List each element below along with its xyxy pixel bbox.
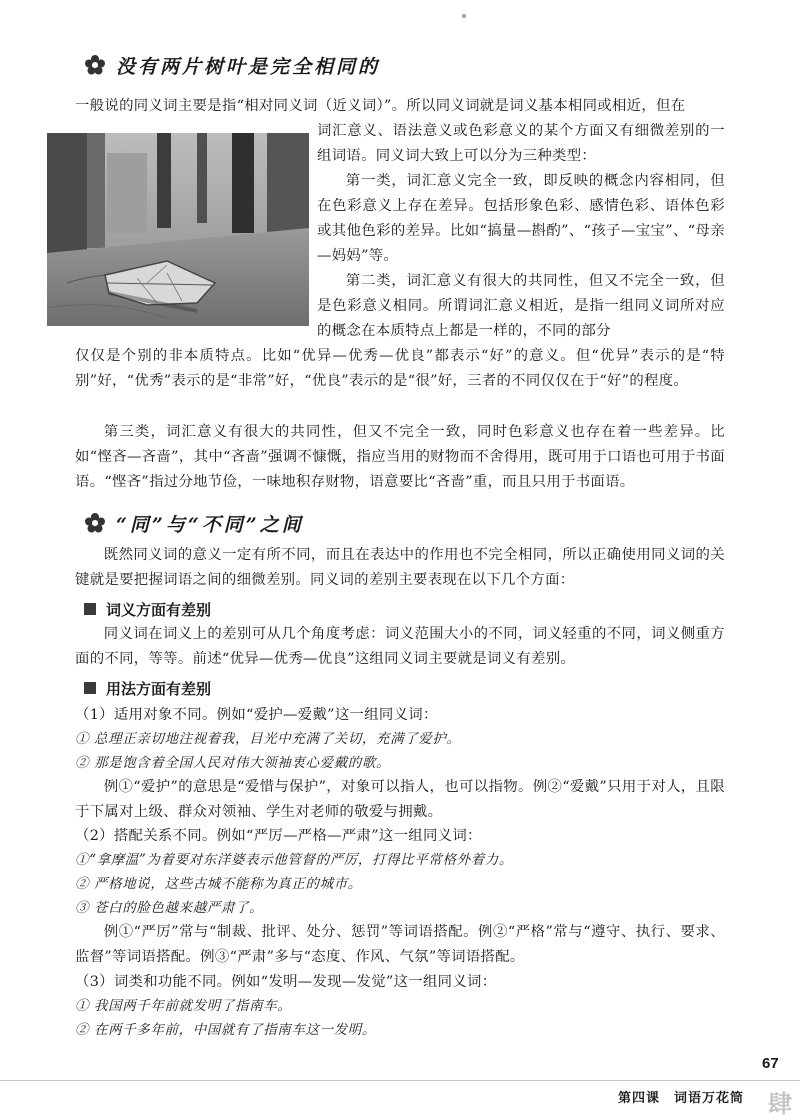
section-heading-2-text: “同”与“不同”之间 [116, 513, 304, 536]
example-sentence: ①“拿摩温”为着要对东洋婆表示他管督的严厉，打得比平常格外着力。 [75, 852, 514, 868]
flower-icon [84, 54, 106, 76]
example-sentence: ② 在两千多年前，中国就有了指南车这一发明。 [75, 1022, 376, 1038]
paragraph: 既然同义词的意义一定有所不同，而且在表达中的作用也不完全相同，所以正确使用同义词的关键就是要把握词语之间的细微差别。同义词的差别主要表现在以下几个方面： [75, 547, 725, 588]
lesson-title: 第四课 词语万花筒 [618, 1091, 745, 1106]
paragraph: 例①“严厉”常与“制裁、批评、处分、惩罚”等词语搭配。例②“严格”常与“遵守、执行、要求、监督”等词语搭配。例③“严肃”多与“态度、作风、气氛”等词语搭配。 [75, 924, 725, 965]
paragraph: 例①“爱护”的意思是“爱惜与保护”，对象可以指人，也可以指物。例②“爱戴”只用于对人，且限于下属对上级、群众对领袖、学生对老师的敬爱与拥戴。 [75, 779, 725, 820]
square-bullet-icon [84, 682, 96, 694]
page-dot [462, 14, 466, 18]
paragraph: 第二类，词汇意义有很大的共同性，但又不完全一致，但是色彩意义相同。所谓词汇意义相近，是指一组同义词所对应的概念在本质特点上都是一样的，不同的部分 [317, 273, 725, 339]
footer-divider [0, 1080, 800, 1081]
paragraph: 仅仅是个别的非本质特点。比如“优异—优秀—优良”都表示“好”的意义。但“优异”表示的是“特别”好，“优秀”表示的是“非常”好，“优良”表示的是“很”好，三者的不同仅仅在于“好”的程度。 [75, 348, 725, 389]
paragraph: 词汇意义、语法意义或色彩意义的某个方面又有细微差别的一组词语。同义词大致上可以分为三种类型： [317, 123, 725, 164]
subheading-word-meaning [84, 597, 211, 621]
subheading-text: 用法方面有差别 [106, 679, 212, 698]
point-text: （2）搭配关系不同。例如“严厉—严格—严肃”这一组同义词： [75, 828, 482, 844]
point-text: （1）适用对象不同。例如“爱护—爱戴”这一组同义词： [75, 707, 438, 723]
example-sentence: ② 严格地说，这些古城不能称为真正的城市。 [75, 876, 362, 892]
example-sentence: ② 那是饱含着全国人民对伟大领袖衷心爱戴的歌。 [75, 755, 391, 771]
point-text: （3）词类和功能不同。例如“发明—发现—发觉”这一组同义词： [75, 974, 497, 990]
subheading-usage [84, 676, 211, 700]
flower-icon [84, 512, 106, 534]
section-heading-1-text: 没有两片树叶是完全相同的 [116, 55, 381, 78]
square-bullet-icon [84, 603, 96, 615]
paragraph: 第三类，词汇意义有很大的共同性，但又不完全一致，同时色彩意义也存在着一些差异。比如“悭吝—吝啬”，其中“吝啬”强调不慷慨，指应当用的财物而不舍得用，既可用于口语也可用于书面语。“悭吝”指过分地节俭，一味地积存财物，语意要比“吝啬”重，而且只用于书面语。 [75, 424, 725, 490]
paragraph: 同义词在词义上的差别可从几个角度考虑：词义范围大小的不同，词义轻重的不同，词义侧重方面的不同，等等。前述“优异—优秀—优良”这组同义词主要就是词义有差别。 [75, 626, 725, 667]
page-number: 67 [762, 1055, 779, 1072]
example-sentence: ① 总理正亲切地注视着我，目光中充满了关切，充满了爱护。 [75, 731, 461, 747]
example-sentence: ① 我国两千年前就发明了指南车。 [75, 998, 292, 1014]
example-sentence: ③ 苍白的脸色越来越严肃了。 [75, 900, 264, 916]
paragraph: 一般说的同义词主要是指“相对同义词（近义词）”。所以同义词就是词义基本相同或相近，但在 [75, 98, 686, 114]
fallen-leaf-photo [47, 133, 309, 326]
section-heading-1 [84, 50, 380, 80]
paragraph: 第一类，词汇意义完全一致，即反映的概念内容相同，但在色彩意义上存在差异。包括形象色彩、感情色彩、语体色彩或其他色彩的差异。比如“搞量—斟酌”、“孩子—宝宝”、“母亲—妈妈”等。 [317, 173, 725, 264]
section-heading-2 [84, 508, 304, 538]
subheading-text: 词义方面有差别 [106, 600, 212, 619]
chapter-decoration: 肆 [768, 1089, 792, 1118]
